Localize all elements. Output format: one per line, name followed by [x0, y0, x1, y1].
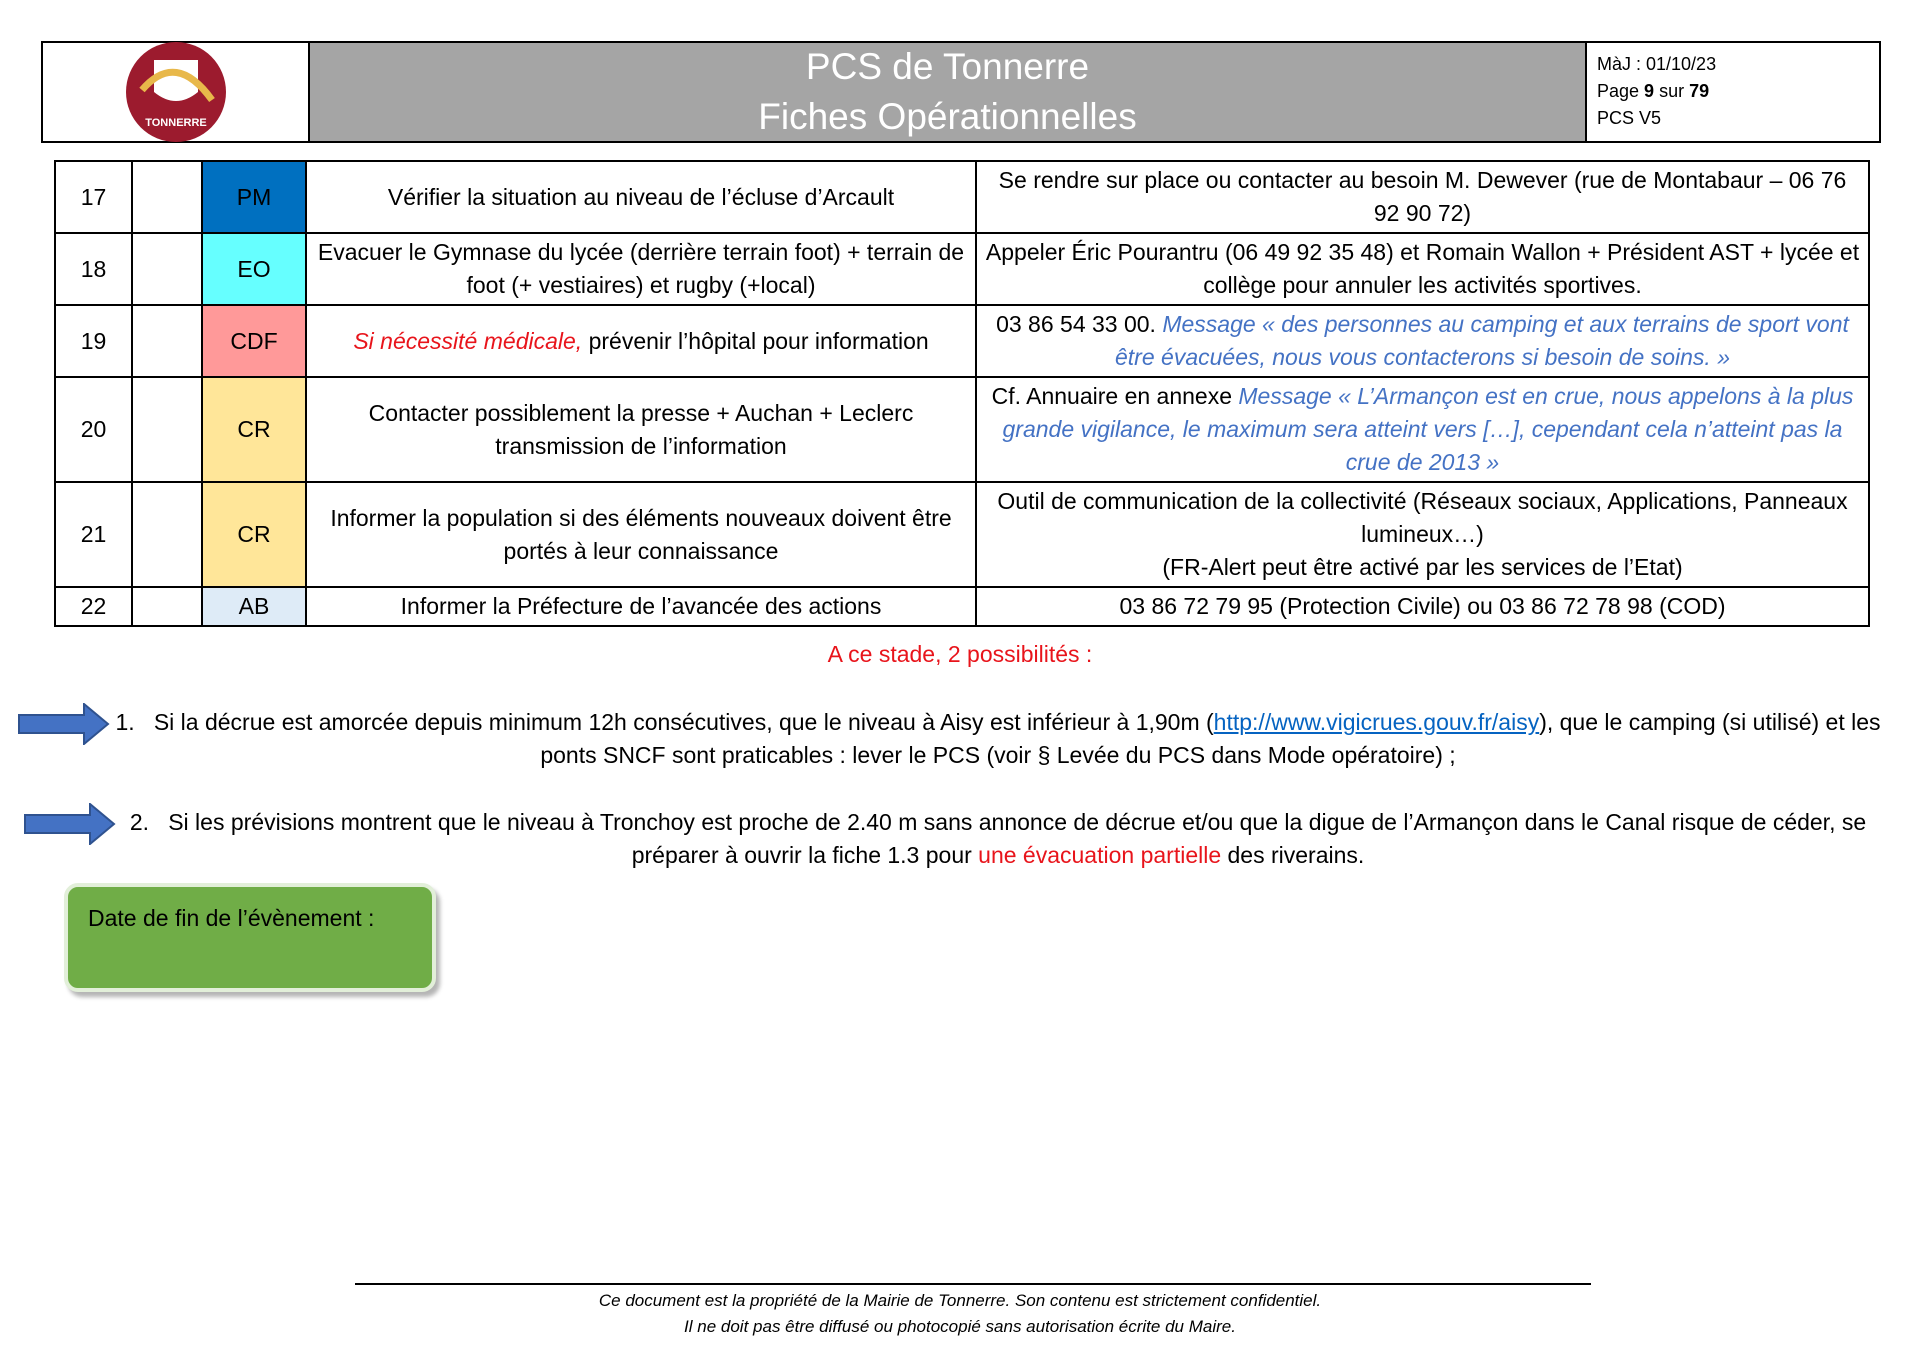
page-sep: sur	[1654, 81, 1690, 101]
table-row	[55, 305, 1869, 377]
check-cell	[132, 305, 202, 377]
check-cell	[132, 482, 202, 587]
logo	[43, 43, 310, 141]
footer-line-2: Il ne doit pas être diffusé ou photocopié sans autorisation écrite du Maire.	[684, 1317, 1236, 1336]
role-code: AB	[202, 587, 306, 626]
detail-text: 03 86 54 33 00.	[996, 311, 1163, 337]
title-line-2: Fiches Opérationnelles	[758, 96, 1137, 137]
end-date-label: Date de fin de l’évènement :	[88, 905, 375, 931]
detail-cell: Appeler Éric Pourantru (06 49 92 35 48) et Romain Wallon + Président AST + lycée et collège pour annuler les activités sportives.	[976, 233, 1869, 305]
check-cell	[132, 377, 202, 482]
vigicrues-link[interactable]: http://www.vigicrues.gouv.fr/aisy	[1213, 709, 1540, 735]
step-text-end: des riverains.	[1221, 842, 1365, 868]
table-row	[55, 161, 1869, 233]
row-number: 18	[55, 233, 132, 305]
role-code: EO	[202, 233, 306, 305]
row-number: 22	[55, 587, 132, 626]
detail-cell: 03 86 72 79 95 (Protection Civile) ou 03 86 72 78 98 (COD)	[976, 587, 1869, 626]
step-text: Si la décrue est amorcée depuis minimum 12h consécutives, que le niveau à Aisy est inférieur à 1,90m (	[153, 709, 1214, 735]
detail-text: Cf. Annuaire en annexe	[991, 383, 1239, 409]
logo-text: TONNERRE	[144, 117, 207, 129]
detail-message: Message « des personnes au camping et aux terrains de sport vont être évacuées, nous vous contacterons si besoin de soins. »	[1115, 311, 1849, 370]
update-date: MàJ : 01/10/23	[1597, 54, 1717, 74]
step-number: 1.	[115, 709, 135, 735]
page-counter	[1597, 78, 1869, 105]
operations-table	[54, 160, 1870, 627]
row-number: 17	[55, 161, 132, 233]
table-row	[55, 587, 1869, 626]
document-meta	[1587, 43, 1879, 141]
check-cell	[132, 587, 202, 626]
role-code: CR	[202, 482, 306, 587]
step-number: 2.	[129, 809, 150, 835]
role-code: CDF	[202, 305, 306, 377]
detail-note: (FR-Alert peut être activé par les services de l’Etat)	[1162, 554, 1683, 580]
page-total: 79	[1689, 81, 1710, 101]
title-line-1: PCS de Tonnerre	[805, 46, 1090, 87]
document-title	[310, 43, 1587, 141]
action-cell: Vérifier la situation au niveau de l’écluse d’Arcault	[306, 161, 976, 233]
table-row	[55, 233, 1869, 305]
action-emphasis: Si nécessité médicale,	[353, 327, 583, 354]
step-emphasis: une évacuation partielle	[978, 842, 1222, 868]
possibilities-title: A ce stade, 2 possibilités :	[827, 641, 1093, 667]
tonnerre-logo	[124, 40, 228, 144]
table-row	[55, 377, 1869, 482]
action-cell: Informer la Préfecture de l’avancée des actions	[306, 587, 976, 626]
row-number: 21	[55, 482, 132, 587]
action-text: prévenir l’hôpital pour information	[582, 327, 929, 354]
footer	[0, 1288, 1920, 1340]
check-cell	[132, 161, 202, 233]
arrow-right-icon	[24, 803, 116, 845]
action-cell: Informer la population si des éléments nouveaux doivent être portés à leur connaissance	[306, 482, 976, 587]
check-cell	[132, 233, 202, 305]
detail-cell	[976, 377, 1869, 482]
footer-divider	[355, 1283, 1591, 1285]
step-text-end: ), que le camping (si utilisé) et les ponts SNCF sont praticables : lever le PCS (voir § Levée du PCS dans Mode opératoire) ;	[540, 709, 1881, 768]
action-cell	[306, 305, 976, 377]
detail-cell: Se rendre sur place ou contacter au besoin M. Dewever (rue de Montabaur – 06 76 92 90 72)	[976, 161, 1869, 233]
page-prefix: Page	[1597, 81, 1645, 101]
role-code: PM	[202, 161, 306, 233]
possibility-2	[118, 806, 1878, 872]
end-date-box[interactable]	[64, 883, 436, 992]
page-current: 9	[1644, 81, 1655, 101]
action-cell: Evacuer le Gymnase du lycée (derrière terrain foot) + terrain de foot (+ vestiaires) et rugby (+local)	[306, 233, 976, 305]
possibility-1	[108, 706, 1888, 772]
footer-line-1: Ce document est la propriété de la Mairie de Tonnerre. Son contenu est strictement confidentiel.	[598, 1291, 1322, 1310]
detail-cell	[976, 305, 1869, 377]
page-header	[41, 41, 1881, 143]
detail-text: Outil de communication de la collectivité (Réseaux sociaux, Applications, Panneaux lumineux…)	[997, 488, 1848, 547]
row-number: 19	[55, 305, 132, 377]
table-row	[55, 482, 1869, 587]
version: PCS V5	[1597, 108, 1662, 128]
detail-cell	[976, 482, 1869, 587]
role-code: CR	[202, 377, 306, 482]
arrow-right-icon	[18, 703, 110, 745]
step-text: Si les prévisions montrent que le niveau à Tronchoy est proche de 2.40 m sans annonce de décrue et/ou que la digue de l’Armançon dans le Canal risque de céder, se préparer à ouvrir la fiche 1.3 pour	[168, 809, 1867, 868]
detail-message: Message « L’Armançon est en crue, nous appelons à la plus grande vigilance, le maximum sera atteint vers […], cependant cela n’atteint pas la crue de 2013 »	[1002, 383, 1854, 475]
action-cell: Contacter possiblement la presse + Auchan + Leclerc transmission de l’information	[306, 377, 976, 482]
row-number: 20	[55, 377, 132, 482]
